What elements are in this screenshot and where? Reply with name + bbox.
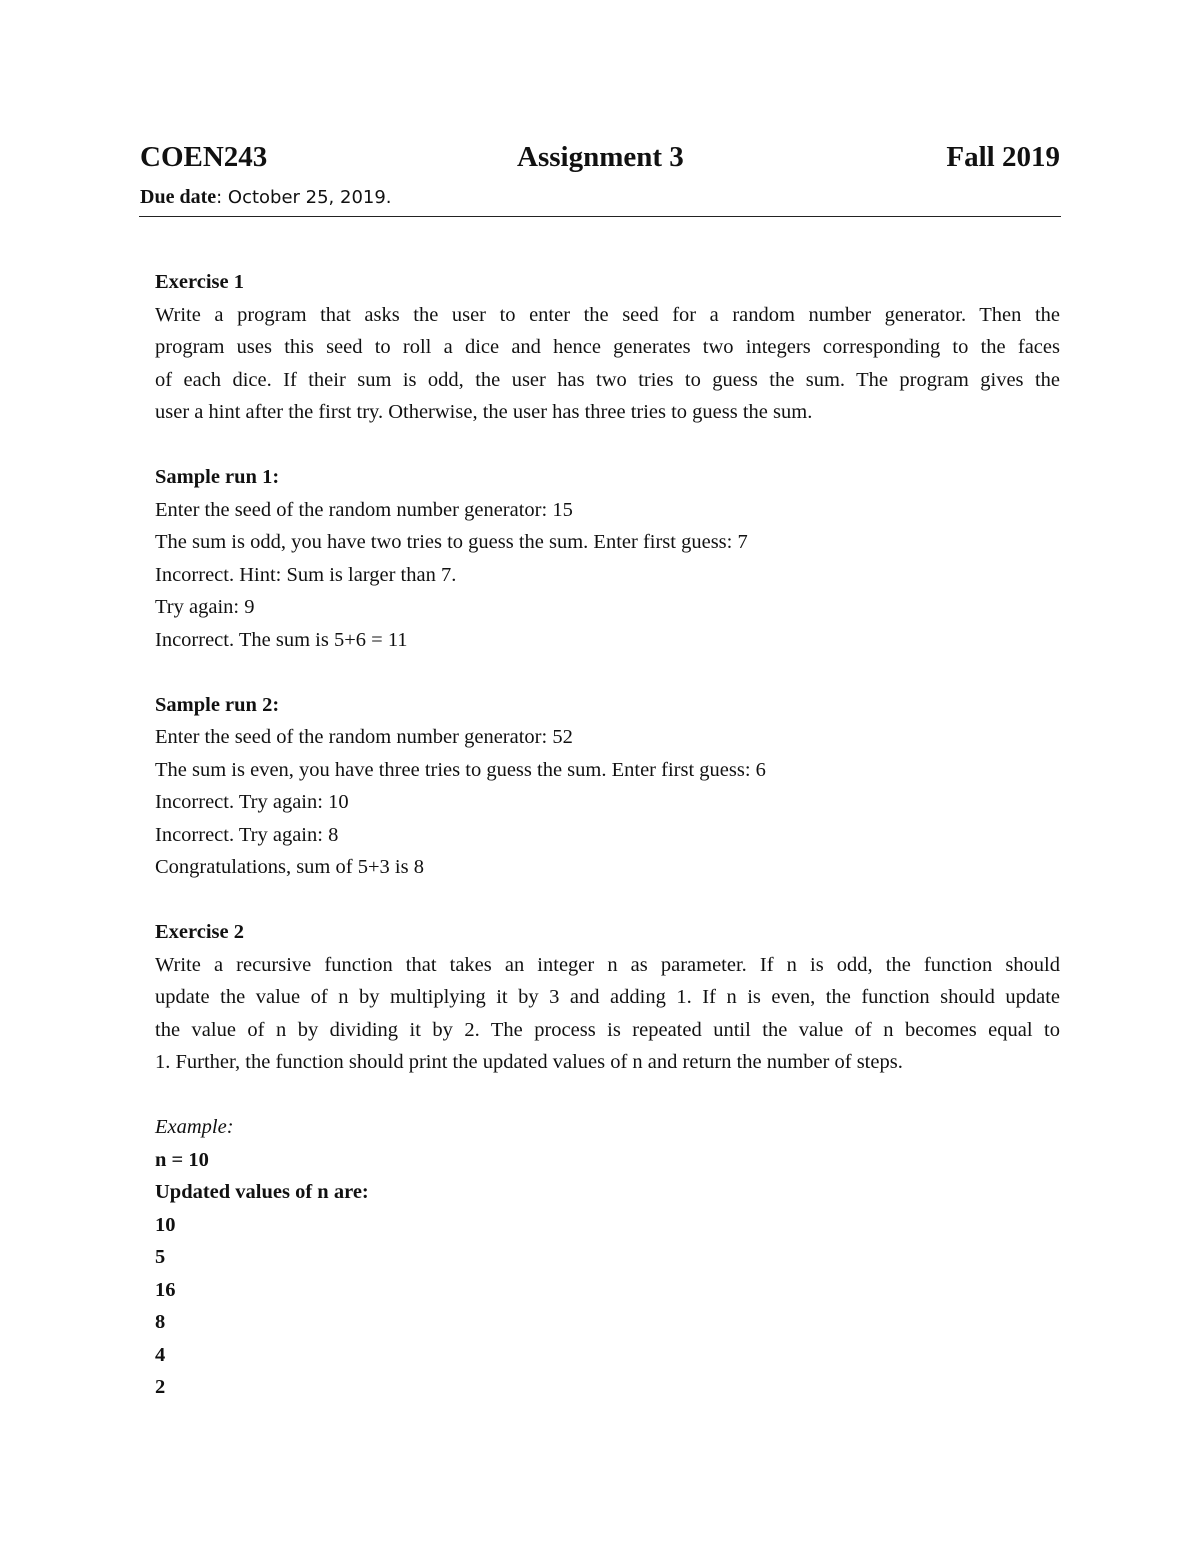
exercise-1-heading: Exercise 1 [155, 271, 244, 293]
spacer [155, 429, 1060, 462]
document-header [140, 141, 1060, 181]
sample-run-2-line: The sum is even, you have three tries to guess the sum. Enter first guess: 6 [155, 758, 766, 781]
assignment-title: Assignment 3 [517, 141, 684, 173]
spacer [155, 656, 1060, 689]
example-n-value: n = 10 [155, 1148, 209, 1171]
sample-run-1-line: Incorrect. Hint: Sum is larger than 7. [155, 563, 457, 586]
sample-run-2-heading: Sample run 2: [155, 693, 280, 716]
spacer [155, 884, 1060, 917]
course-code: COEN243 [140, 141, 268, 173]
exercise-2-text-line: 1. Further, the function should print the updated values of n and return the number of steps. [155, 1051, 903, 1073]
sample-run-2-line: Enter the seed of the random number generator: 52 [155, 726, 573, 748]
sample-run-1-line: Try again: 9 [155, 596, 255, 618]
exercise-2-text-line: Write a recursive function that takes an integer n as parameter. If n is odd, the function should [155, 953, 1060, 976]
example-label: Example: [155, 1116, 234, 1138]
due-date-value: : October 25, 2019. [216, 187, 392, 208]
updated-value-item: 16 [155, 1278, 176, 1301]
sample-run-2-line: Incorrect. Try again: 10 [155, 791, 349, 813]
sample-run-1-line: The sum is odd, you have two tries to guess the sum. Enter first guess: 7 [155, 531, 748, 553]
updated-values-label: Updated values of n are: [155, 1181, 369, 1203]
exercise-2-text-line: update the value of n by multiplying it by 3 and adding 1. If n is even, the function should update [155, 986, 1060, 1008]
exercise-1-text-line: program uses this seed to roll a dice and hence generates two integers corresponding to the faces [155, 336, 1060, 358]
exercise-1-text-line: Write a program that asks the user to enter the seed for a random number generator. Then the [155, 303, 1060, 326]
exercise-1-text-line: of each dice. If their sum is odd, the user has two tries to guess the sum. The program gives the [155, 368, 1060, 391]
exercise-1-text-line: user a hint after the first try. Otherwise, the user has three tries to guess the sum. [155, 401, 813, 423]
updated-value-item: 10 [155, 1213, 176, 1236]
sample-run-2-line: Congratulations, sum of 5+3 is 8 [155, 856, 424, 878]
sample-run-1-line: Incorrect. The sum is 5+6 = 11 [155, 628, 408, 651]
sample-run-1-heading: Sample run 1: [155, 466, 280, 488]
sample-run-2-line: Incorrect. Try again: 8 [155, 823, 339, 846]
document-body [155, 266, 1060, 1404]
due-date-line [140, 186, 392, 209]
spacer [155, 1079, 1060, 1112]
updated-value-item: 8 [155, 1311, 166, 1333]
header-divider [139, 216, 1061, 217]
due-date-label: Due date [140, 186, 217, 208]
updated-value-item: 5 [155, 1246, 166, 1268]
exercise-2-text-line: the value of n by dividing it by 2. The process is repeated until the value of n becomes equal to [155, 1018, 1060, 1041]
sample-run-1-line: Enter the seed of the random number generator: 15 [155, 498, 573, 521]
updated-value-item: 4 [155, 1343, 166, 1366]
exercise-2-heading: Exercise 2 [155, 921, 244, 943]
updated-value-item: 2 [155, 1376, 166, 1398]
term-label: Fall 2019 [946, 141, 1060, 173]
